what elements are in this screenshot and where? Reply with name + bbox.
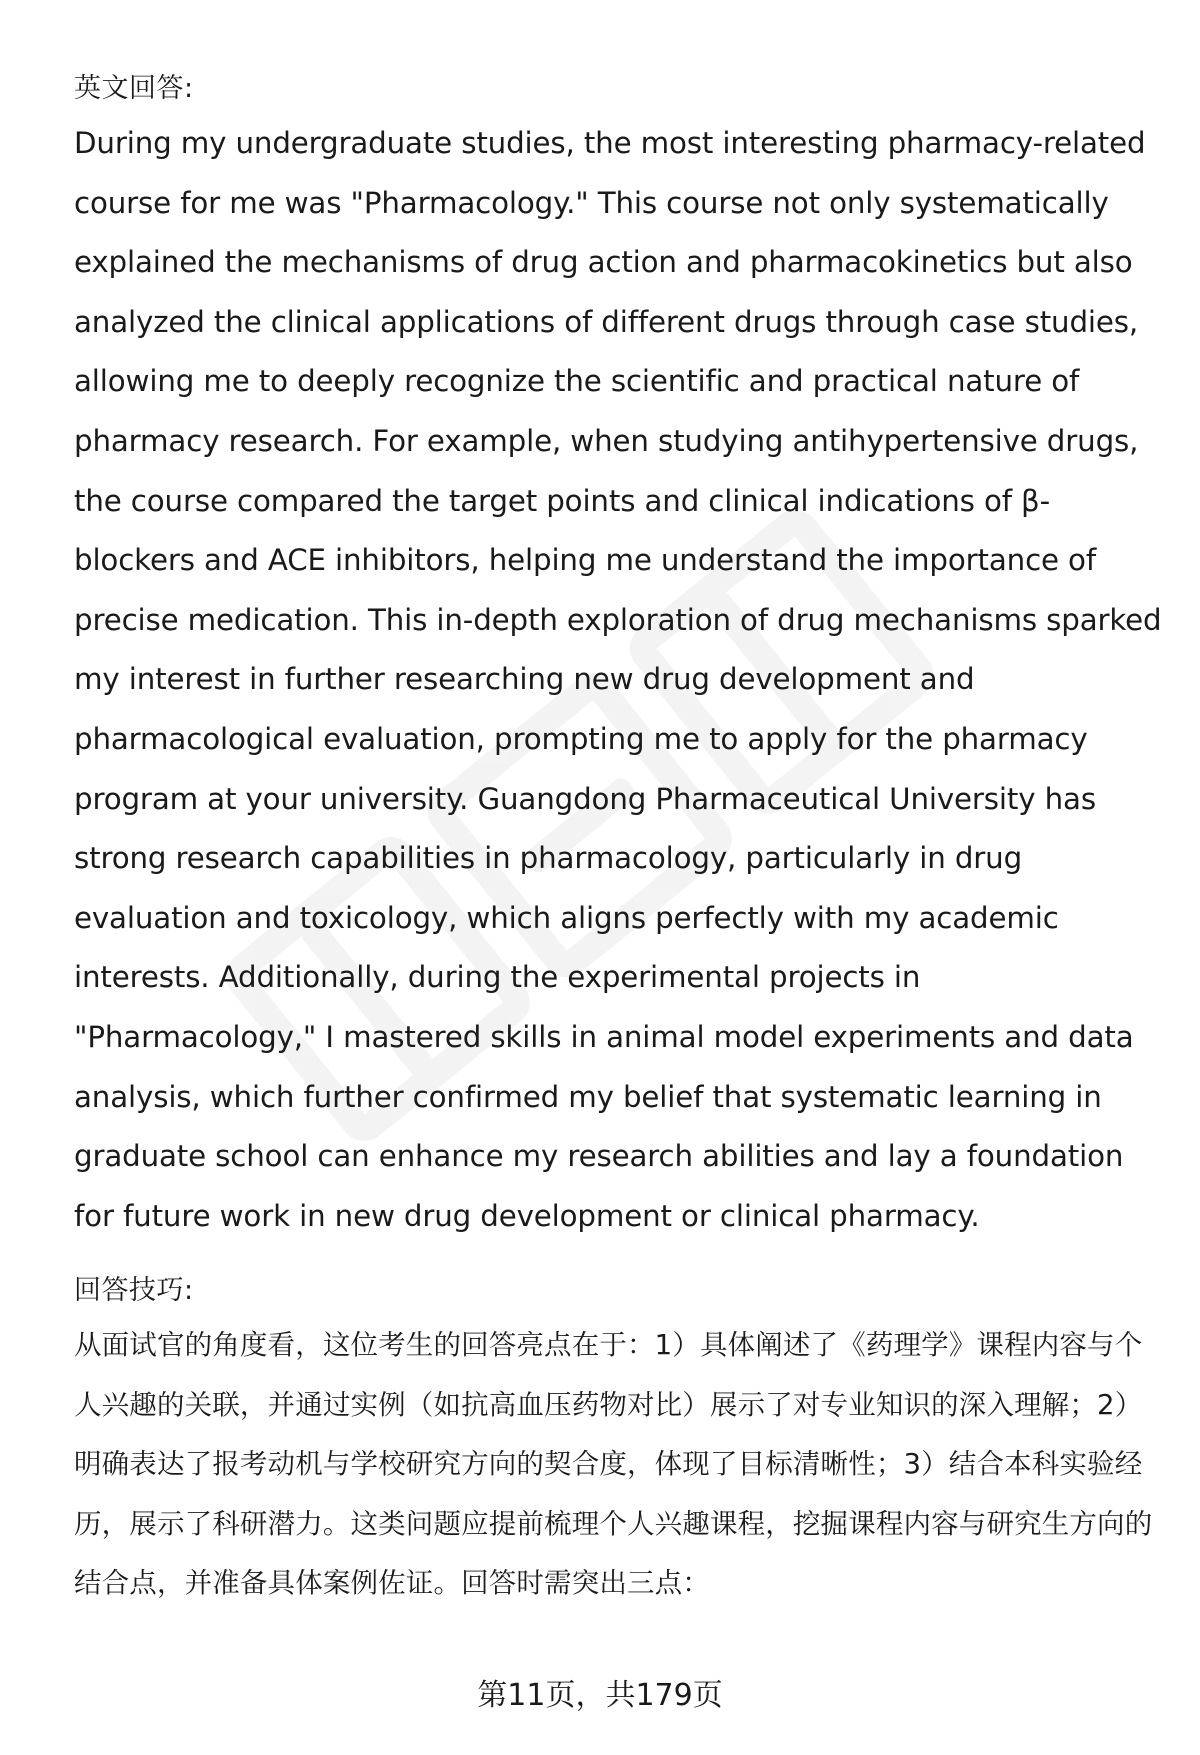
document-content xyxy=(74,64,1169,1613)
page-indicator: 第11页，共179页 xyxy=(477,1678,723,1713)
tips-heading: 回答技巧: xyxy=(74,1275,194,1307)
answer-heading: 英文回答: xyxy=(74,73,194,104)
tips-paragraph: 从面试官的角度看，这位考生的回答亮点在于：1）具体阐述了《药理学》课程内容与个人兴趣的关联，并通过实例（如抗高血压药物对比）展示了对专业知识的深入理解；2）明确表达了报考动机与学校研究方向的契合度，体现了目标清晰性；3）结合本科实验经历，展示了科研潜力。这类问题应提前梳理个人兴趣课程，挖掘课程内容与研究生方向的结合点，并准备具体案例佐证。回答时需突出三点： xyxy=(74,1329,1153,1599)
english-answer-paragraph: During my undergraduate studies, the most interesting pharmacy-related course for me was "Pharmacology." This course not only systematically explained the mechanisms of drug action and pharmacokinetics but also analyzed the clinical applications of different drugs through case studies, allowing me to deeply recognize the scientific and practical nature of pharmacy research. For example, when studying antihypertensive drugs, the course compared the target points and clinical indications of β-blockers and ACE inhibitors, helping me understand the importance of precise medication. This in-depth exploration of drug mechanisms sparked my interest in further researching new drug development and pharmacological evaluation, prompting me to apply for the pharmacy program at your university. Guangdong Pharmaceutical University has strong research capabilities in pharmacology, particularly in drug evaluation and toxicology, which aligns perfectly with my academic interests. Additionally, during the experimental projects in "Pharmacology," I mastered skills in animal model experiments and data analysis, which further confirmed my belief that systematic learning in graduate school can enhance my research abilities and lay a foundation for future work in new drug development or clinical pharmacy. xyxy=(74,126,1162,1233)
